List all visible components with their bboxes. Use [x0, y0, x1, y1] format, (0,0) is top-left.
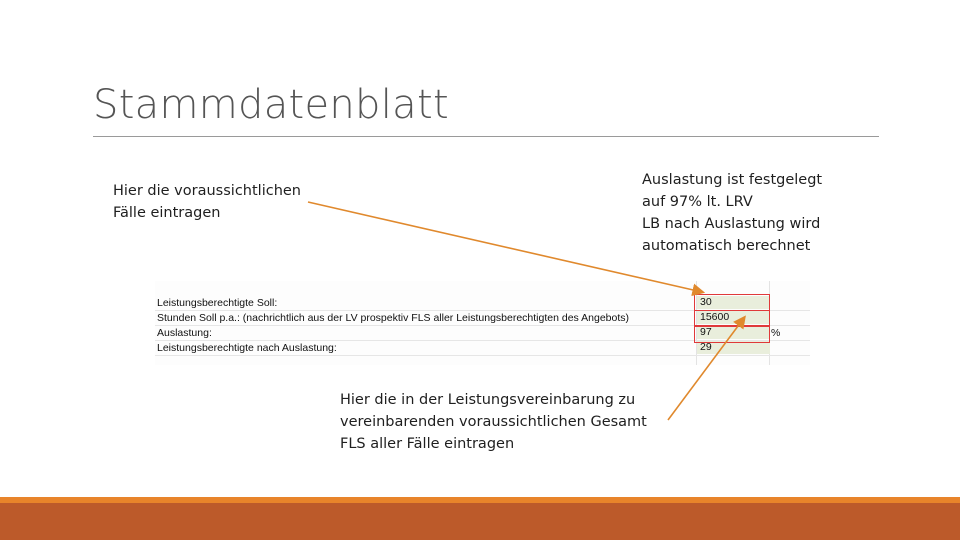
row-unit-percent: %	[771, 327, 781, 339]
footer-bar	[0, 503, 960, 540]
slide-title: Stammdatenblatt	[93, 82, 449, 128]
row-label: Auslastung:	[157, 327, 212, 339]
note-line: LB nach Auslastung wird	[642, 216, 821, 232]
arrow-to-cases-cell	[308, 202, 702, 292]
cell-hours-target[interactable]: 15600	[697, 311, 770, 324]
note-line: Fälle eintragen	[113, 205, 221, 221]
note-line: FLS aller Fälle eintragen	[340, 436, 515, 452]
row-label: Leistungsberechtigte nach Auslastung:	[157, 342, 337, 354]
note-line: automatisch berechnet	[642, 238, 811, 254]
note-line: vereinbarenden voraussichtlichen Gesamt	[340, 414, 647, 430]
note-line: Hier die voraussichtlichen	[113, 183, 301, 199]
cell-utilization: 97	[697, 326, 770, 339]
cell-cases-target[interactable]: 30	[697, 296, 770, 309]
arrow-to-hours-cell	[668, 318, 744, 420]
note-line: Hier die in der Leistungsvereinbarung zu	[340, 392, 636, 408]
note-line: auf 97% lt. LRV	[642, 194, 753, 210]
cell-cases-after-utilization: 29	[697, 341, 770, 354]
note-line: Auslastung ist festgelegt	[642, 172, 823, 188]
row-label: Leistungsberechtigte Soll:	[157, 297, 278, 309]
row-label: Stunden Soll p.a.: (nachrichtlich aus der LV prospektiv FLS aller Leistungsberechtigten des Angebots)	[157, 312, 629, 324]
